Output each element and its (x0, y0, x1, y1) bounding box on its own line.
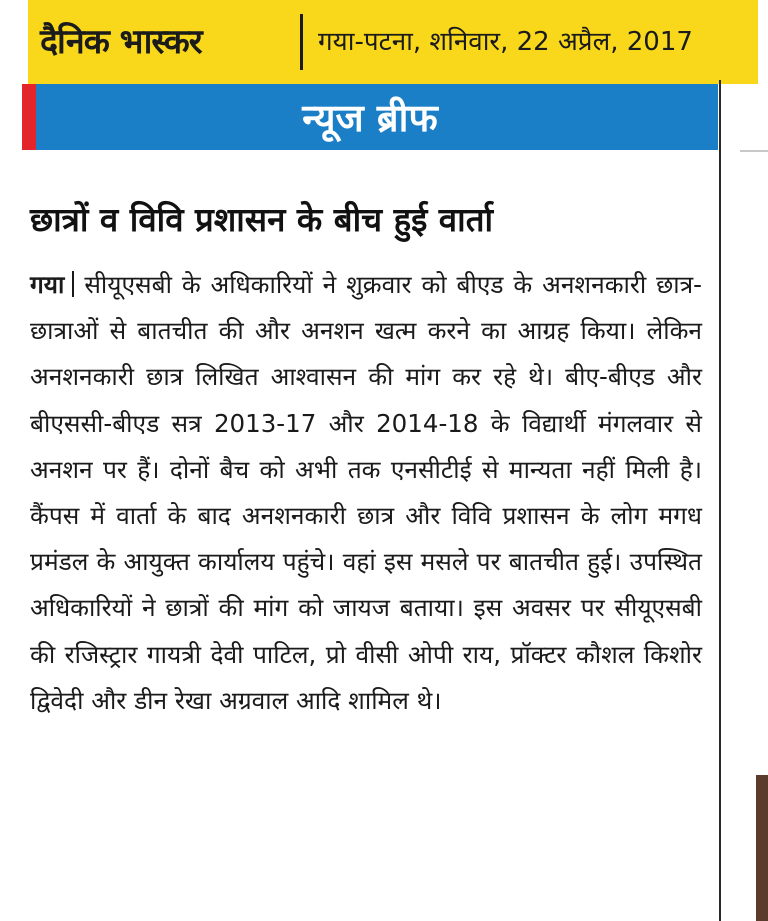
adjacent-column-edge (740, 150, 768, 152)
place-separator (72, 271, 74, 297)
dateline-place: गया (30, 270, 65, 299)
newspaper-logo: दैनिक भास्कर (40, 22, 202, 62)
masthead-divider (300, 14, 303, 70)
column-rule (719, 80, 721, 921)
section-title: न्यूज ब्रीफ (302, 96, 438, 140)
article-headline: छात्रों व विवि प्रशासन के बीच हुई वार्ता (30, 200, 494, 239)
adjacent-photo-edge (756, 775, 768, 921)
dateline: गया-पटना, शनिवार, 22 अप्रैल, 2017 (318, 27, 693, 57)
article-body-text: सीयूएसबी के अधिकारियों ने शुक्रवार को बीएड के अनशनकारी छात्र-छात्राओं से बातचीत की और अनशन खत्म करने का आग्रह किया। लेकिन अनशनकारी छात्र लिखित आश्वासन की मांग कर रहे थे। बीए-बीएड और बीएससी-बीएड सत्र 2013-17 और 2014-18 के विद्यार्थी मंगलवार से अनशन पर हैं। दोनों बैच को अभी तक एनसीटीई से मान्यता नहीं मिली है। कैंपस में वार्ता के बाद अनशनकारी छात्र और विवि प्रशासन के लोग मगध प्रमंडल के आयुक्त कार्यालय पहुंचे। वहां इस मसले पर बातचीत हुई। उपस्थित अधिकारियों ने छात्रों की मांग को जायज बताया। इस अवसर पर सीयूएसबी की रजिस्ट्रार गायत्री देवी पाटिल, प्रो वीसी ओपी राय, प्रॉक्टर कौशल किशोर द्विवेदी और डीन रेखा अग्रवाल आदि शामिल थे। (30, 270, 702, 715)
article-body (30, 262, 702, 724)
